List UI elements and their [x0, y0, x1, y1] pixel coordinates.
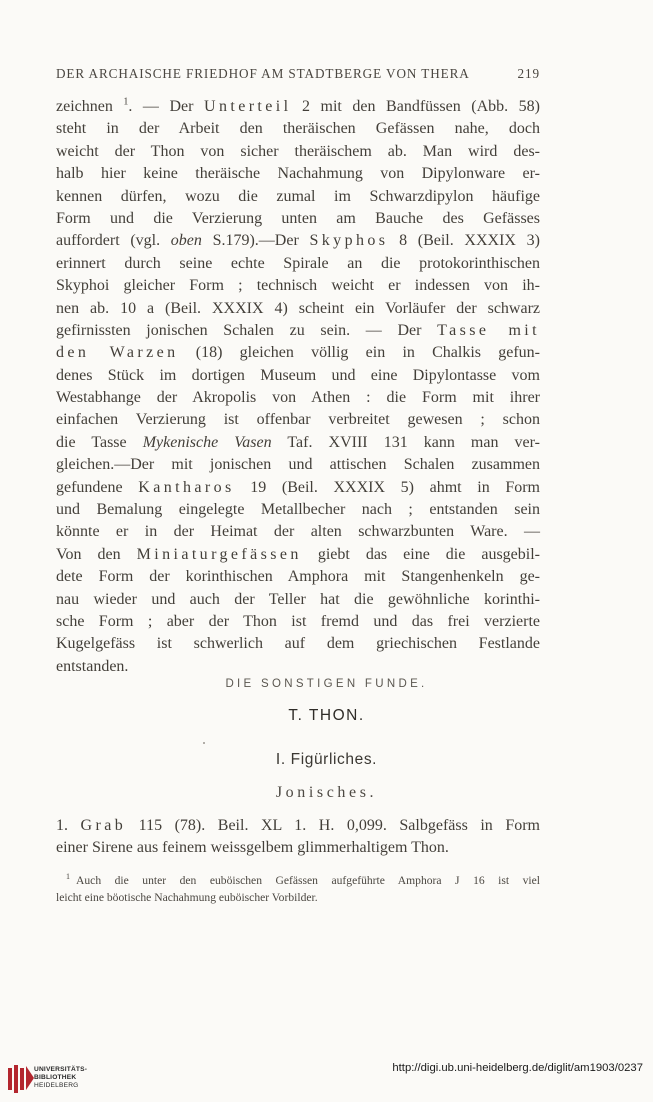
text-line	[56, 872, 540, 889]
text-line	[56, 499, 540, 521]
main-paragraph	[56, 96, 540, 678]
text-segment: Auch die unter den euböischen Gefässen aufgeführte Amphora J 16 ist viel	[76, 874, 540, 887]
text-segment: erinnert durch seine echte Spirale an die protokorinthischen	[56, 254, 540, 272]
spaced-term: Grab	[80, 817, 127, 834]
text-segment: 8 (Beil. XXXIX 3)	[388, 232, 540, 250]
text-segment: halb hier keine theräische Nachahmung von Dipylonware er-	[56, 165, 540, 183]
text-line	[56, 611, 540, 633]
text-segment: gefirnissten jonischen Schalen zu sein. — Der	[56, 321, 438, 339]
text-line	[56, 253, 540, 275]
catalogue-entry	[56, 815, 540, 860]
section-heading-sonstige-funde: DIE SONSTIGEN FUNDE.	[225, 678, 428, 690]
library-name	[34, 1066, 87, 1090]
library-name-line: BIBLIOTHEK	[34, 1074, 77, 1081]
text-segment: Taf. XVIII 131 kann man ver-	[271, 433, 540, 451]
text-line	[56, 141, 540, 163]
text-line	[56, 409, 540, 431]
page-number: 219	[517, 66, 540, 81]
text-segment: leicht eine böotische Nachahmung euböischer Vorbilder.	[56, 891, 318, 904]
footnote	[56, 872, 540, 906]
text-segment: könnte er in der Heimat der alten schwarzbunten Ware. —	[56, 523, 540, 541]
text-line	[56, 298, 540, 320]
text-segment: gefundene	[56, 478, 139, 496]
italic-term: oben	[170, 232, 202, 250]
text-line	[56, 589, 540, 611]
footnote-marker: 1	[66, 872, 70, 882]
subsection-heading-figuerliches: I. Figürliches.	[275, 751, 378, 768]
text-segment: 115 (78). Beil. XL 1. H. 0,099. Salbgefäss in Form	[126, 817, 540, 834]
text-segment: steht in der Arbeit den theräischen Gefässen nahe, doch	[56, 120, 540, 138]
text-segment: giebt das eine die ausgebil-	[301, 545, 540, 563]
text-line	[56, 387, 540, 409]
text-line	[56, 186, 540, 208]
text-line	[56, 454, 540, 476]
text-segment: Kugelgefäss ist schwerlich auf dem griechischen Festlande	[56, 635, 540, 653]
text-segment: S.179).—Der	[201, 232, 310, 250]
library-name-line: UNIVERSITÄTS-	[34, 1066, 88, 1073]
running-title: DER ARCHAISCHE FRIEDHOF AM STADTBERGE VON THERA	[56, 66, 470, 81]
text-segment: Skyphoi gleicher Form ; technisch weicht er indessen von ih-	[56, 277, 540, 295]
text-segment: . — Der	[128, 98, 204, 115]
text-line	[56, 815, 540, 837]
library-name-line: HEIDELBERG	[34, 1082, 79, 1089]
text-line	[56, 118, 540, 140]
section-heading-thon: T. THON.	[288, 707, 365, 724]
text-line	[56, 656, 540, 678]
text-segment: 2 mit den Bandfüssen (Abb. 58)	[291, 98, 540, 115]
spaced-term: Tasse mit	[437, 321, 541, 339]
text-line	[56, 837, 540, 859]
text-line	[56, 521, 540, 543]
text-segment: denes Stück im dortigen Museum und eine Dipylontasse vom	[56, 366, 540, 384]
text-segment: auffordert (vgl.	[56, 232, 171, 250]
text-segment: kennen dürfen, wozu die zumal im Schwarzdipylon häufige	[56, 187, 540, 205]
text-line	[56, 342, 540, 364]
text-segment: weicht der Thon von sicher theräischem ab. Man wird des-	[56, 142, 540, 160]
text-segment: einer Sirene aus feinem weissgelbem glimmerhaltigem Thon.	[56, 839, 449, 857]
source-url-link[interactable]: http://digi.ub.uni-heidelberg.de/diglit/am1903/0237	[392, 1062, 643, 1074]
text-line	[56, 889, 540, 906]
text-segment: zeichnen	[56, 98, 124, 115]
text-line	[56, 633, 540, 655]
text-segment: (18) gleichen völlig ein in Chalkis gefun-	[178, 344, 541, 362]
spaced-term: Miniaturgefässen	[136, 545, 302, 563]
spaced-term: Kantharos	[138, 478, 235, 496]
text-segment: die Tasse	[56, 433, 143, 451]
running-head	[56, 66, 546, 82]
text-segment: nen ab. 10 a (Beil. XXXIX 4) scheint ein Vorläufer der schwarz	[56, 299, 540, 317]
text-line	[56, 432, 540, 454]
text-segment: Westabhange der Akropolis von Athen : die Form mit ihrer	[56, 389, 540, 407]
ink-speck	[203, 742, 205, 744]
text-segment: einfachen Verzierung ist offenbar verbreitet gewesen ; schon	[56, 411, 540, 429]
text-line	[56, 163, 540, 185]
footnote-reference: 1	[123, 96, 129, 108]
italic-term: Mykenische Vasen	[142, 433, 272, 451]
spaced-term: den Warzen	[56, 344, 179, 362]
text-line	[56, 275, 540, 297]
spaced-term: Unterteil	[204, 98, 292, 115]
text-line	[56, 544, 540, 566]
text-line	[56, 566, 540, 588]
text-line	[56, 230, 540, 252]
text-segment: Von den	[56, 545, 137, 563]
text-segment: gleichen.—Der mit jonischen und attischen Schalen zusammen	[56, 456, 540, 474]
text-segment: nau wieder und auch der Teller hat die gewöhnliche korinthi-	[56, 590, 540, 608]
text-segment: dete Form der korinthischen Amphora mit Stangenhenkeln ge-	[56, 568, 540, 586]
subsection-heading-jonisches: Jonisches.	[275, 784, 378, 801]
text-segment: entstanden.	[56, 657, 129, 675]
text-segment: Form und die Verzierung unten am Bauche des Gefässes	[56, 209, 540, 227]
text-line	[56, 208, 540, 230]
text-segment: und Bemalung eingelegte Metallbecher nach ; entstanden sein	[56, 501, 540, 519]
text-line	[56, 96, 540, 118]
text-line	[56, 477, 540, 499]
text-segment: 1.	[56, 817, 81, 834]
text-line	[56, 365, 540, 387]
spaced-term: Skyphos	[309, 232, 389, 250]
text-segment: 19 (Beil. XXXIX 5) ahmt in Form	[234, 478, 540, 496]
text-line	[56, 320, 540, 342]
text-segment: sche Form ; aber der Thon ist fremd und das frei verzierte	[56, 612, 540, 630]
